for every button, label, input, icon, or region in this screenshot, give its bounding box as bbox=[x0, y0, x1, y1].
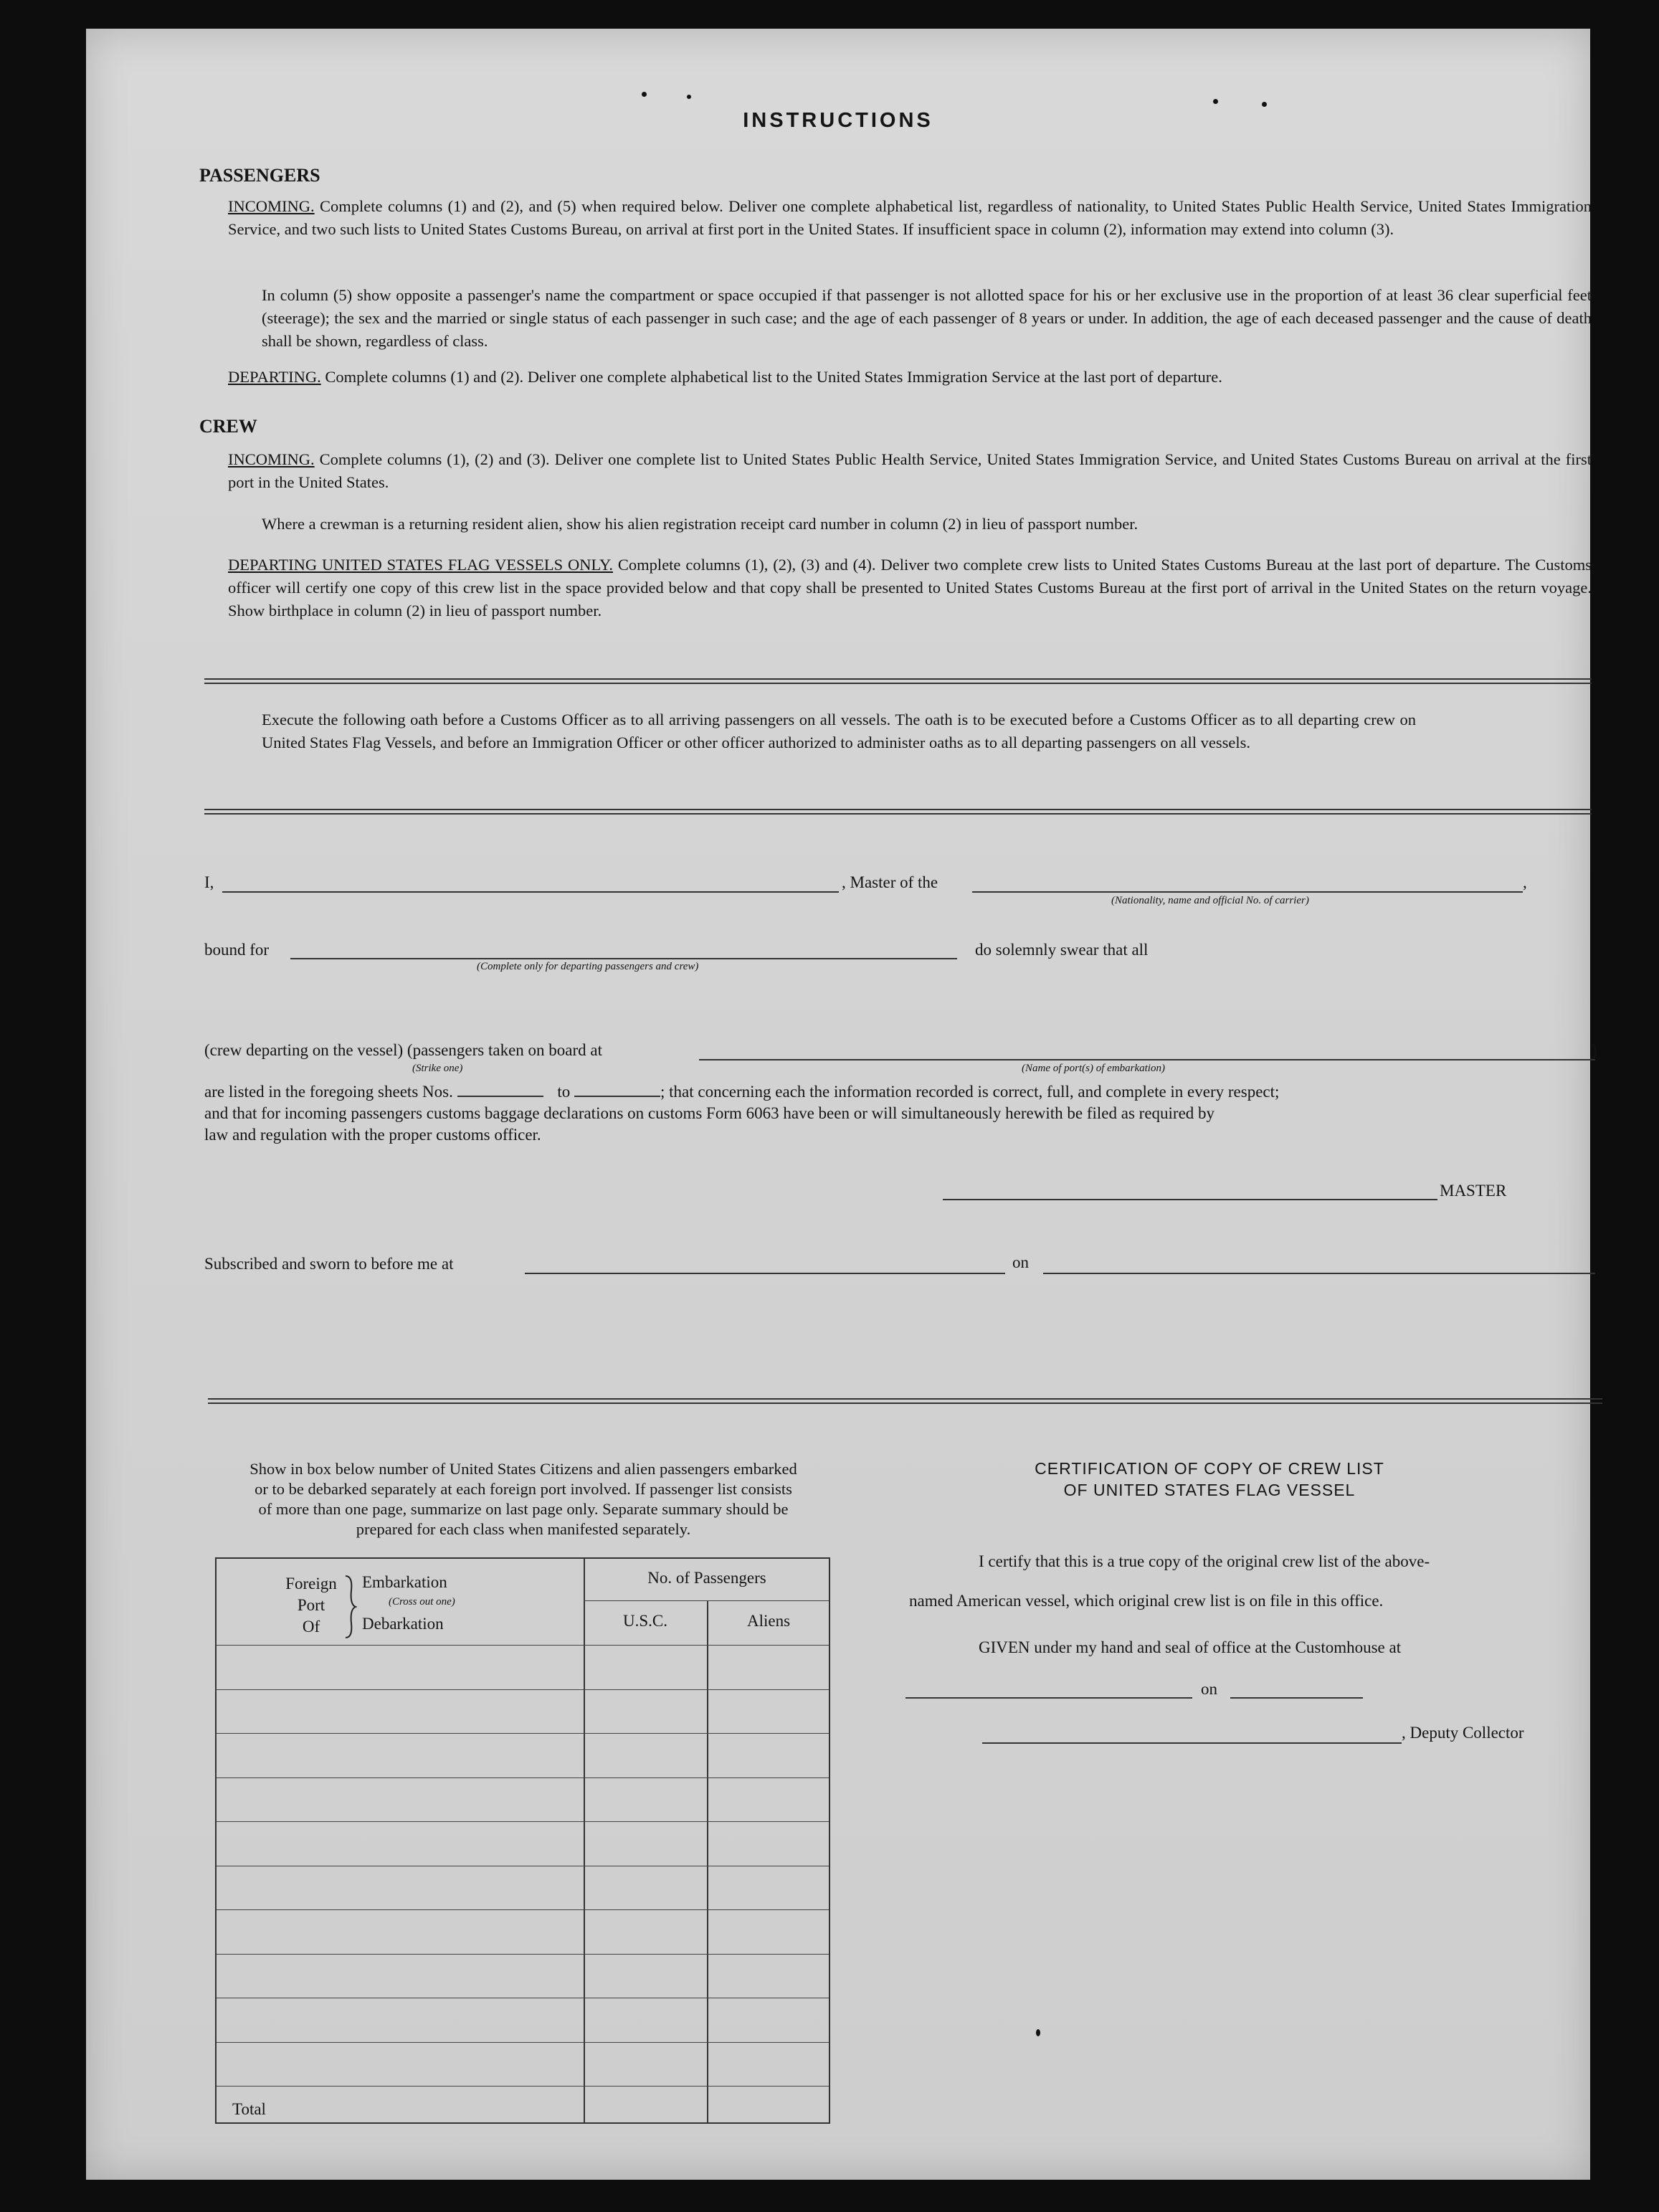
master-signature-field[interactable] bbox=[943, 1199, 1437, 1200]
certify-line-2: named American vessel, which original crew list is on file in this office. bbox=[909, 1592, 1384, 1610]
crew-incoming-label: INCOMING. bbox=[228, 450, 315, 468]
nationality-note: (Nationality, name and official No. of carrier) bbox=[1111, 895, 1309, 906]
crew-heading: CREW bbox=[199, 416, 257, 437]
crew-resident-paragraph: Where a crewman is a returning resident alien, show his alien registration receipt card number in column (2) in lieu of passport number. bbox=[262, 515, 1139, 533]
listed-rest: ; that concerning each the information recorded is correct, full, and complete in every respect; bbox=[660, 1083, 1280, 1101]
section-divider bbox=[204, 809, 1592, 815]
master-label: MASTER bbox=[1440, 1182, 1507, 1200]
close-paren-text: ) bbox=[1592, 1041, 1597, 1059]
bound-for-label: bound for bbox=[204, 941, 270, 959]
deputy-collector-signature-field[interactable] bbox=[982, 1742, 1402, 1744]
to-label: to bbox=[557, 1083, 571, 1101]
certification-heading-line2: OF UNITED STATES FLAG VESSEL bbox=[1063, 1481, 1356, 1499]
table-divider bbox=[584, 1559, 585, 2122]
master-name-field[interactable] bbox=[222, 891, 839, 893]
cross-out-note: (Cross out one) bbox=[389, 1596, 455, 1608]
given-under-line: GIVEN under my hand and seal of office at the Customhouse at bbox=[979, 1638, 1402, 1656]
solemnly-swear-text: do solemnly swear that all bbox=[975, 941, 1149, 959]
crew-departing-label: DEPARTING UNITED STATES FLAG VESSELS ONLY. bbox=[228, 556, 613, 574]
listed-line-1 bbox=[204, 1083, 1279, 1101]
sworn-on-label: on bbox=[1012, 1253, 1029, 1271]
table-header-bottom bbox=[217, 1645, 829, 1646]
summary-note: Show in box below number of United States Citizens and alien passengers embarked or to be debarked separately at each foreign port involved. If passenger list consists of more than one page, summarize on last page only. Separate summary should be prepared for each class when manifested separately. bbox=[249, 1460, 797, 1538]
passengers-incoming-label: INCOMING. bbox=[228, 197, 315, 215]
listed-line-3: law and regulation with the proper customs officer. bbox=[204, 1126, 541, 1144]
passengers-heading: PASSENGERS bbox=[199, 165, 320, 186]
ports-of-embarkation-field[interactable] bbox=[699, 1059, 1595, 1060]
listed-prefix: are listed in the foregoing sheets Nos. bbox=[204, 1083, 453, 1101]
usc-header: U.S.C. bbox=[623, 1612, 667, 1630]
passengers-departing-paragraph bbox=[228, 366, 1592, 389]
ink-speck bbox=[687, 95, 691, 99]
form-page bbox=[86, 29, 1597, 2180]
ink-speck bbox=[1036, 2029, 1040, 2036]
sheet-to-field[interactable] bbox=[574, 1096, 660, 1097]
table-row-line bbox=[217, 1954, 829, 1955]
ports-note: (Name of port(s) of embarkation) bbox=[1022, 1063, 1165, 1074]
table-row-line bbox=[217, 2042, 829, 2043]
passengers-incoming-paragraph bbox=[228, 195, 1592, 241]
crew-departing-text: (crew departing on the vessel) (passengers taken on board at bbox=[204, 1041, 602, 1059]
ink-speck bbox=[642, 92, 647, 97]
debarkation-label: Debarkation bbox=[362, 1615, 444, 1633]
crew-departing-paragraph bbox=[228, 554, 1592, 622]
comma-text: , bbox=[1523, 873, 1527, 891]
table-row-line bbox=[217, 1777, 829, 1778]
embarkation-label: Embarkation bbox=[362, 1573, 447, 1591]
of-text: Of bbox=[302, 1618, 320, 1636]
certification-date-field[interactable] bbox=[1230, 1697, 1363, 1699]
foreign-text: Foreign bbox=[285, 1575, 337, 1592]
crew-departing-text: Complete columns (1), (2), (3) and (4). Deliver two complete crew lists to United States Customs Bureau at the last port of departure. The Customs officer will certify one copy of this crew list in the space provided below and that copy shall be presented to United States Customs Bureau at the first port of arrival in the United States on the return voyage. Show birthplace in column (2) in lieu of passport number. bbox=[228, 556, 1592, 620]
foreign-port-of-label bbox=[282, 1573, 340, 1638]
oath-i-label: I, bbox=[204, 873, 214, 891]
table-row-line bbox=[217, 1821, 829, 1822]
passengers-incoming-text: Complete columns (1) and (2), and (5) when required below. Deliver one complete alphabetical list, regardless of nationality, to United States Public Health Service, United States Immigration Service, and two such lists to United States Customs Bureau, on arrival at first port in the United States. If insufficient space in column (2), information may extend into column (3). bbox=[228, 197, 1592, 238]
table-row-line bbox=[217, 2086, 829, 2087]
deputy-collector-label: , Deputy Collector bbox=[1402, 1724, 1524, 1742]
passengers-departing-label: DEPARTING. bbox=[228, 368, 321, 386]
page-title: INSTRUCTIONS bbox=[743, 109, 933, 132]
table-row-line bbox=[217, 1689, 829, 1690]
table-divider bbox=[584, 1600, 829, 1601]
table-row-line bbox=[217, 1909, 829, 1910]
certification-on-label: on bbox=[1201, 1680, 1217, 1698]
brace-icon bbox=[343, 1575, 357, 1639]
bound-for-field[interactable] bbox=[290, 958, 957, 959]
certify-line-1: I certify that this is a true copy of the original crew list of the above- bbox=[979, 1552, 1430, 1570]
subscribed-text: Subscribed and sworn to before me at bbox=[204, 1255, 454, 1273]
complete-only-note: (Complete only for departing passengers and crew) bbox=[477, 961, 699, 972]
table-row-line bbox=[217, 1733, 829, 1734]
aliens-header: Aliens bbox=[746, 1612, 791, 1630]
column5-paragraph: In column (5) show opposite a passenger's name the compartment or space occupied if that passenger is not allotted space for his or her exclusive use in the proportion of at least 36 clear superficial feet (steerage); the sex and the married or single status of each passenger in such case; and the age of each passenger of 8 years or under. In addition, the age of each deceased passenger and the cause of death shall be shown, regardless of class. bbox=[262, 286, 1592, 350]
master-of-the-label: , Master of the bbox=[842, 873, 938, 891]
passengers-departing-text: Complete columns (1) and (2). Deliver one complete alphabetical list to the United States Immigration Service at the last port of departure. bbox=[320, 368, 1222, 386]
certification-heading bbox=[905, 1458, 1514, 1501]
ink-speck bbox=[1213, 99, 1218, 104]
no-of-passengers-header: No. of Passengers bbox=[647, 1569, 766, 1587]
table-divider bbox=[707, 1600, 708, 2122]
sworn-location-field[interactable] bbox=[525, 1273, 1005, 1274]
strike-one-note: (Strike one) bbox=[412, 1063, 463, 1074]
total-label: Total bbox=[232, 2100, 266, 2118]
port-text: Port bbox=[297, 1596, 325, 1614]
section-divider bbox=[204, 678, 1592, 684]
certification-heading-line1: CERTIFICATION OF COPY OF CREW LIST bbox=[1035, 1459, 1384, 1478]
sworn-date-field[interactable] bbox=[1043, 1273, 1595, 1274]
section-divider bbox=[208, 1398, 1602, 1404]
listed-line-2: and that for incoming passengers customs baggage declarations on customs Form 6063 have been or will simultaneously herewith be filed as required by bbox=[204, 1104, 1215, 1122]
oath-intro-paragraph: Execute the following oath before a Customs Officer as to all arriving passengers on all vessels. The oath is to be executed before a Customs Officer as to all departing crew on United States Flag Vessels, and before an Immigration Officer or other officer authorized to administer oaths as to all departing passengers on all vessels. bbox=[262, 711, 1416, 751]
ink-speck bbox=[1262, 102, 1267, 107]
crew-incoming-text: Complete columns (1), (2) and (3). Deliver one complete list to United States Public Health Service, United States Immigration Service, and United States Customs Bureau on arrival at the first port in the United States. bbox=[228, 450, 1592, 491]
crew-incoming-paragraph bbox=[228, 448, 1592, 494]
passenger-summary-table bbox=[215, 1557, 830, 2124]
sheet-from-field[interactable] bbox=[457, 1096, 543, 1097]
customhouse-field[interactable] bbox=[905, 1697, 1192, 1699]
vessel-name-field[interactable] bbox=[972, 891, 1523, 893]
